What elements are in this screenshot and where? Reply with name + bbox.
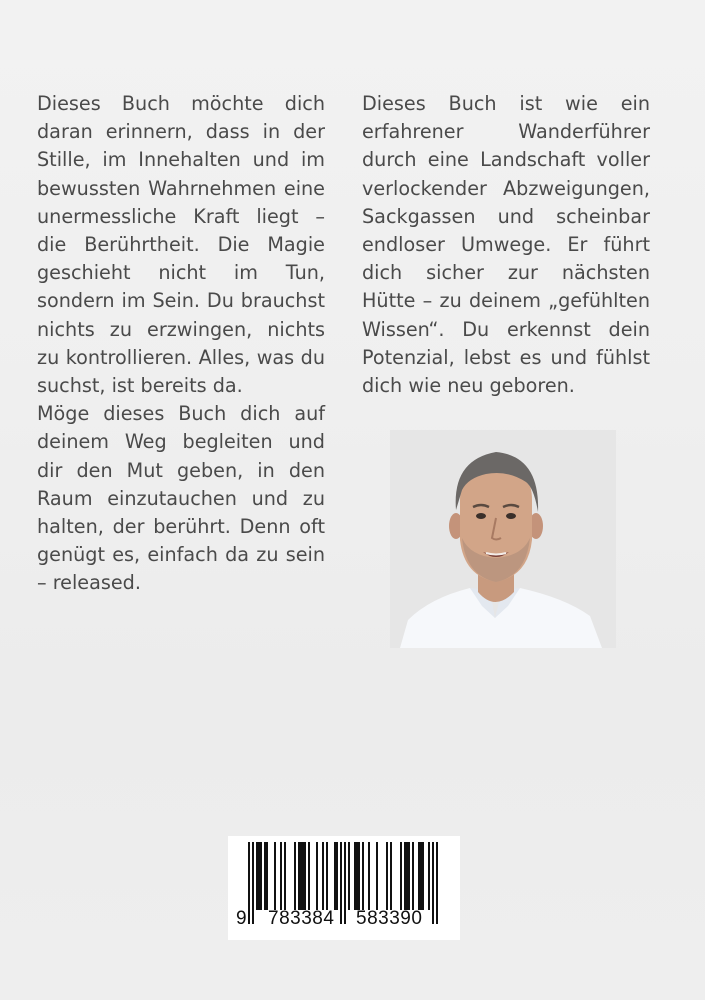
blurb-paragraph: Dieses Buch möchte dich daran erinnern, dass in der Stille, im Innehalten und im bewussten Wahrnehmen eine unermessliche Kraft liegt – die Berührtheit. Die Magie geschieht nicht im Tun, sondern im Sein. Du brauchst nichts zu erzwingen, nichts zu kontrollieren. Alles, was du suchst, ist bereits da. [37,92,325,398]
barcode-bar [316,842,318,910]
barcode-bar [376,842,378,910]
blurb-right-column [362,90,650,400]
barcode-bar [256,842,258,910]
barcode-bar [408,842,410,910]
blurb-left-column [37,90,325,598]
barcode-bar [280,842,282,910]
barcode-bar [428,842,430,910]
barcode-bar [294,842,296,910]
barcode-guard-bar [248,842,250,924]
blurb-paragraph: Dieses Buch ist wie ein erfahrener Wanderführer durch eine Landschaft voller verlockender Abzweigungen, Sackgassen und scheinbar endloser Umwege. Er führt dich sicher zur nächsten Hütte – zu deinem „gefühlten Wissen“. Du erkennst dein Potenzial, lebst es und fühlst dich wie neu geboren. [362,92,650,398]
isbn-right-digits: 583390 [356,908,423,929]
barcode-bar [400,842,402,910]
barcode-bar [390,842,392,910]
barcode-guard-bar [432,842,434,924]
barcode-bar [274,842,276,910]
barcode-guard-bar [340,842,342,924]
blurb-paragraph: Möge dieses Buch dich auf deinem Weg begleiten und dir den Mut geben, in den Raum einzutauchen und zu halten, der berührt. Denn oft genügt es, einfach da zu sein – released. [37,402,325,595]
isbn-barcode [228,836,460,940]
barcode-bar [300,842,302,910]
barcode-bar [420,842,422,910]
barcode-bar [260,842,262,910]
barcode-bar [358,842,360,910]
barcode-bar [404,842,406,910]
barcode-bar [284,842,286,910]
barcode-bar [412,842,414,910]
barcode-bar [356,842,358,910]
barcode-bar [354,842,356,910]
barcode-bar [368,842,370,910]
barcode-bar [406,842,408,910]
barcode-bar [362,842,364,910]
barcode-guard-bar [252,842,254,924]
barcode-bar [264,842,266,910]
barcode-bar [304,842,306,910]
barcode-bar [422,842,424,910]
isbn-left-digits: 783384 [268,908,335,929]
barcode-bar [308,842,310,910]
barcode-bar [322,842,324,910]
barcode-bar [348,842,350,910]
barcode-guard-bar [344,842,346,924]
barcode-bar [266,842,268,910]
barcode-bars [228,836,460,940]
author-photo [390,430,616,648]
barcode-bar [336,842,338,910]
barcode-bar [326,842,328,910]
barcode-bar [298,842,300,910]
barcode-bar [334,842,336,910]
barcode-guard-bar [436,842,438,924]
barcode-bar [418,842,420,910]
barcode-bar [302,842,304,910]
author-portrait-icon [390,430,616,648]
isbn-lead-digit: 9 [236,908,248,929]
barcode-bar [386,842,388,910]
barcode-bar [258,842,260,910]
